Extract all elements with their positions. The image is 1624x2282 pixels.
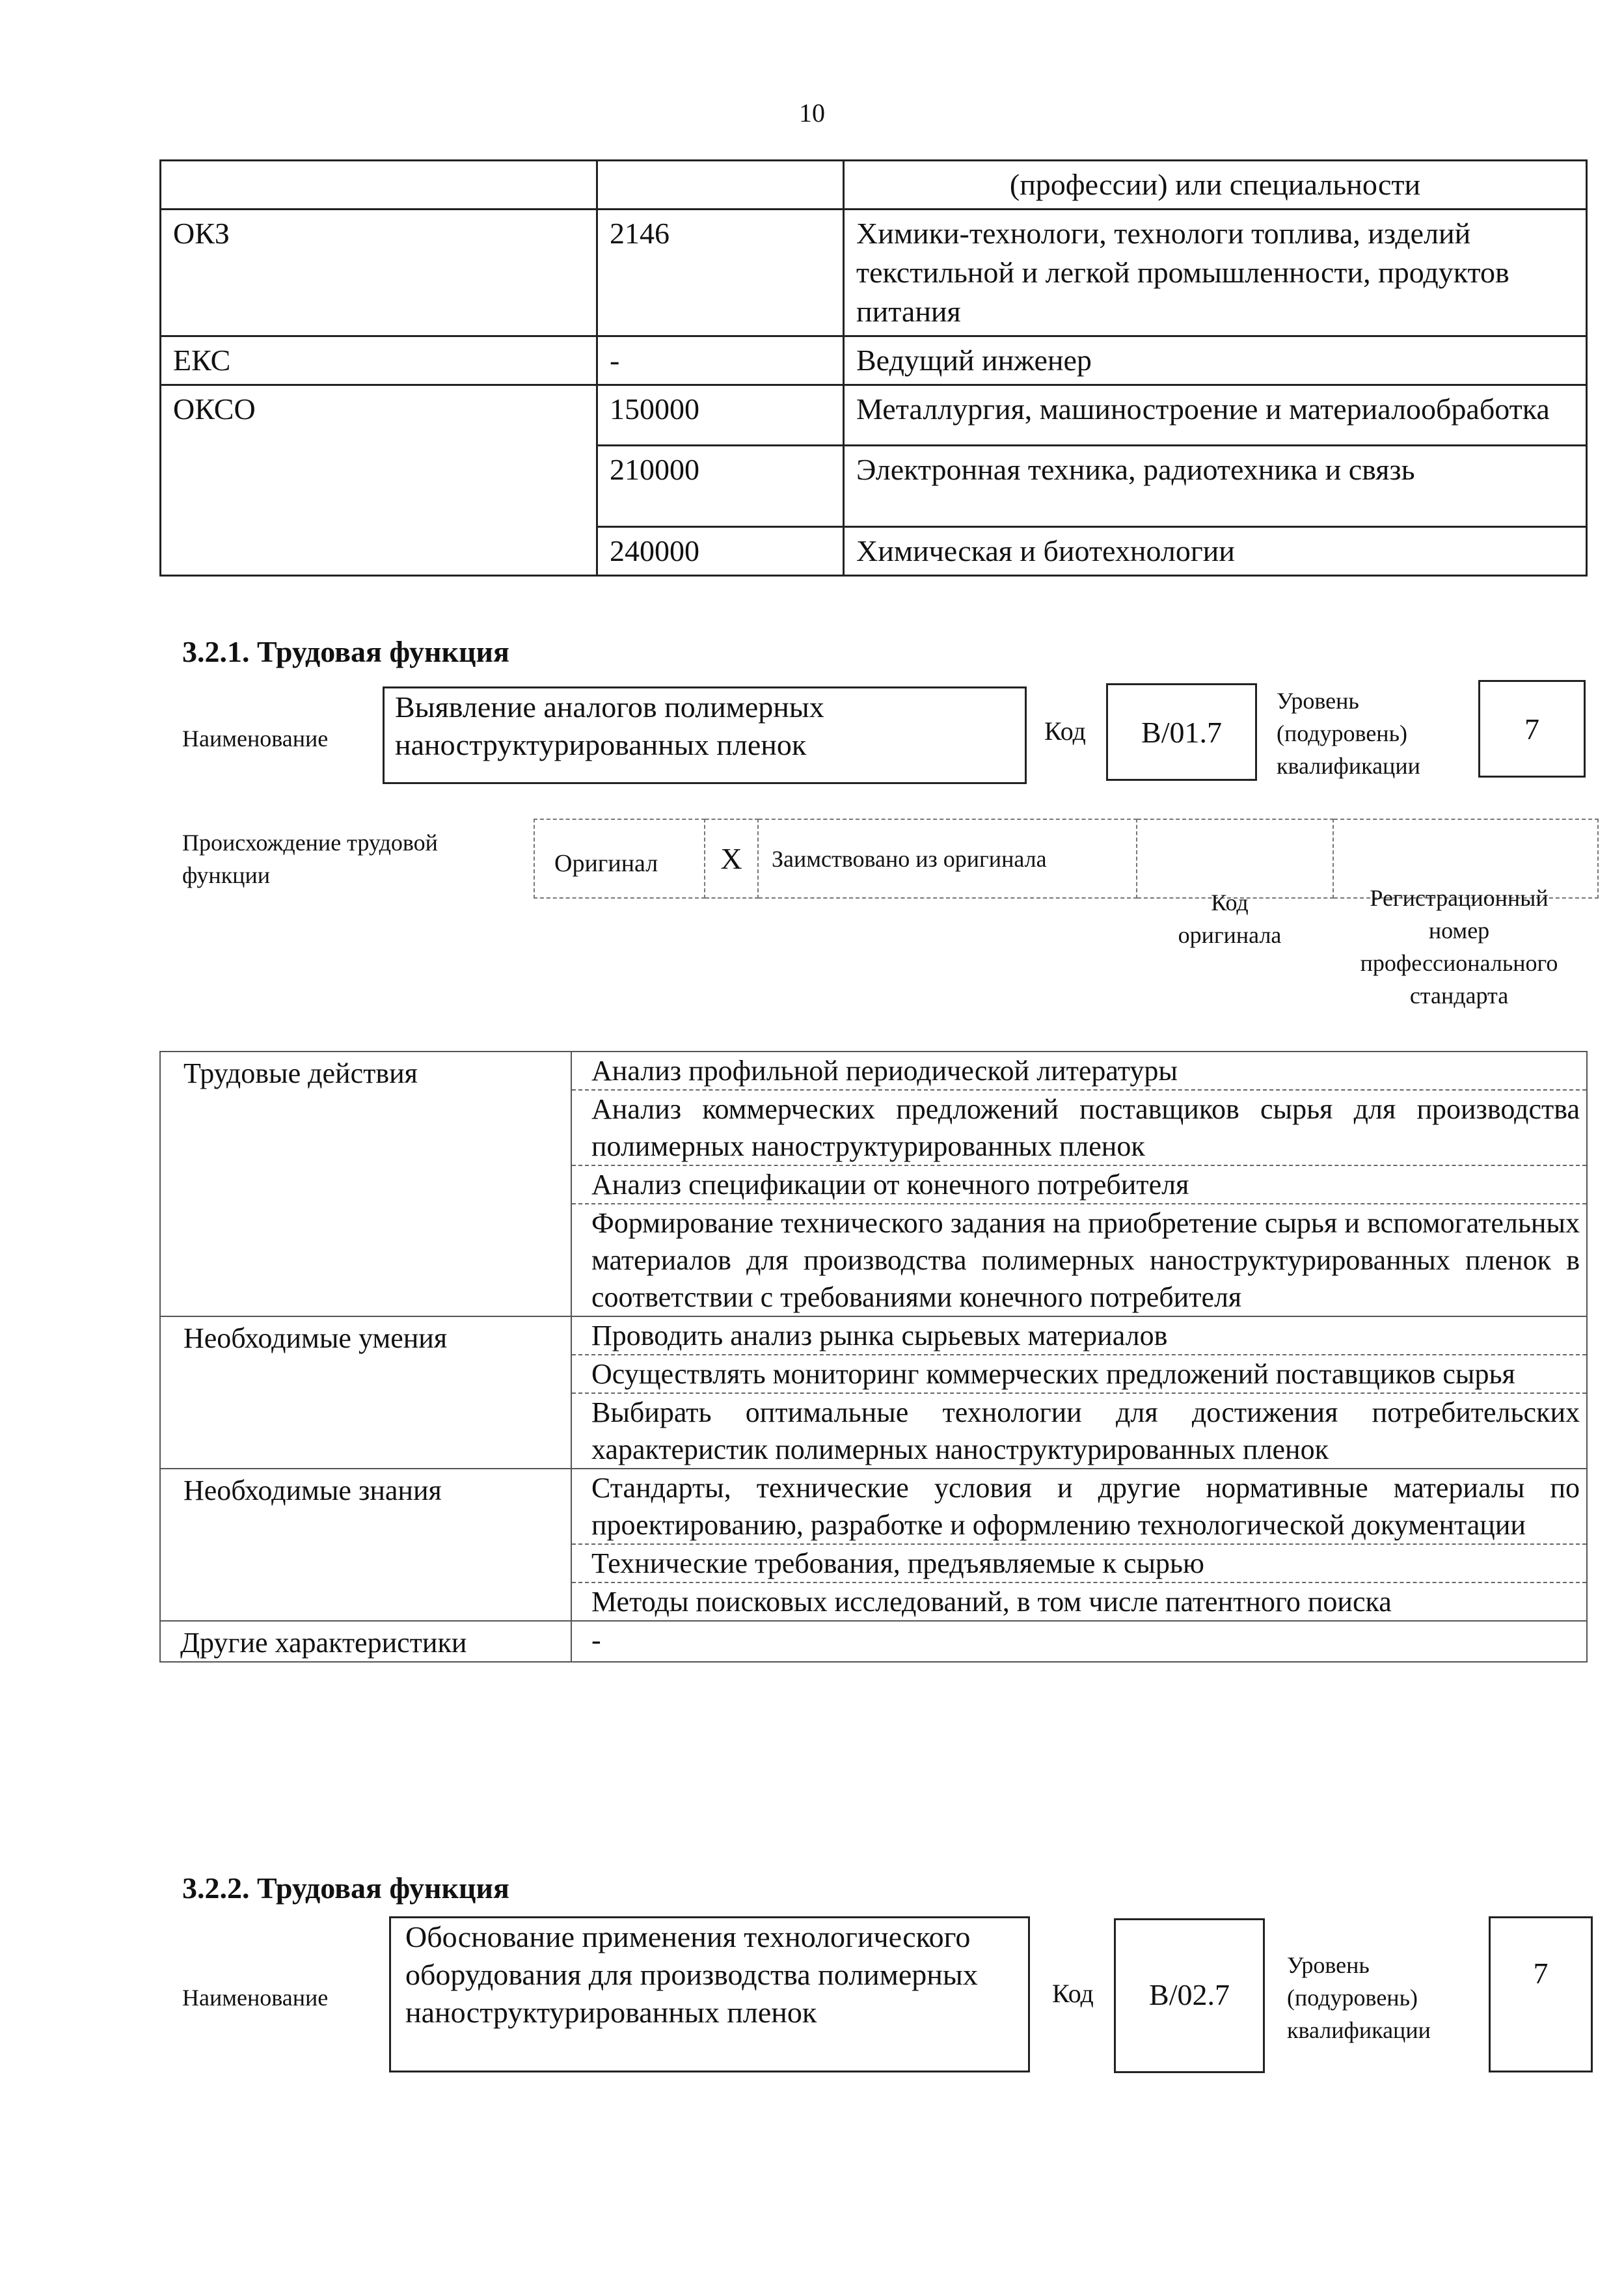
knowledge-label: Необходимые знания	[160, 1469, 571, 1621]
borrowed-label: Заимствовано из оригинала	[758, 819, 1137, 898]
skills-label: Необходимые умения	[160, 1316, 571, 1469]
table-cell: Ведущий инженер	[844, 336, 1587, 385]
table-cell: ОКСО	[161, 385, 597, 576]
table-cell: Электронная техника, радиотехника и связь	[844, 446, 1587, 527]
level-label-line: (подуровень)	[1287, 1985, 1418, 2011]
name-label: Наименование	[182, 726, 329, 752]
level-label	[1277, 685, 1420, 782]
table-row	[160, 1052, 1587, 1090]
origin-label	[182, 826, 438, 891]
function-name-value: Выявление аналогов полимерных наноструктурированных пленок	[395, 690, 824, 761]
table-row	[160, 1621, 1587, 1662]
caption-line: Код	[1211, 890, 1249, 916]
knowledge-item: Технические требования, предъявляемые к сырью	[571, 1544, 1587, 1582]
table-cell	[597, 161, 844, 210]
table-cell: 2146	[597, 210, 844, 336]
page-number: 10	[799, 98, 825, 128]
code-value: B/02.7	[1149, 1978, 1230, 2011]
action-item: Формирование технического задания на приобретение сырья и вспомогательных материалов для производства полимерных наноструктурированных пленок в соответствии с требованиями конечного потребителя	[571, 1204, 1587, 1316]
table-row	[160, 1469, 1587, 1544]
skill-item: Выбирать оптимальные технологии для достижения потребительских характеристик полимерных наноструктурированных пленок	[571, 1393, 1587, 1469]
table-cell: ЕКС	[161, 336, 597, 385]
code-value-box	[1106, 683, 1257, 781]
origin-option: Оригинал	[534, 819, 705, 898]
action-item: Анализ спецификации от конечного потребителя	[571, 1165, 1587, 1204]
function-name-value: Обоснование применения технологического оборудования для производства полимерных наноструктурированных пленок	[405, 1920, 978, 2029]
caption-line: оригинала	[1178, 922, 1282, 948]
origin-label-line: Происхождение трудовой	[182, 830, 438, 856]
table-cell: 210000	[597, 446, 844, 527]
table-row	[161, 210, 1587, 336]
labour-function-table	[159, 1051, 1588, 1663]
table-row	[161, 336, 1587, 385]
code-value-box	[1114, 1918, 1265, 2073]
table-cell	[161, 161, 597, 210]
skill-item: Проводить анализ рынка сырьевых материалов	[571, 1316, 1587, 1355]
table-cell: (профессии) или специальности	[844, 161, 1587, 210]
caption-line: профессионального	[1360, 950, 1558, 976]
action-item: Анализ профильной периодической литературы	[571, 1052, 1587, 1090]
table-cell: 240000	[597, 527, 844, 576]
level-value-box	[1489, 1916, 1593, 2072]
table-cell: Химики-технологи, технологи топлива, изделий текстильной и легкой промышленности, продуктов питания	[844, 210, 1587, 336]
level-label-line: (подуровень)	[1277, 720, 1407, 746]
other-characteristics-label: Другие характеристики	[160, 1621, 571, 1662]
caption-line: стандарта	[1409, 983, 1509, 1009]
table-cell: -	[597, 336, 844, 385]
original-code-caption	[1132, 886, 1327, 951]
section-title-321: 3.2.1. Трудовая функция	[182, 635, 509, 668]
origin-label-line: функции	[182, 862, 270, 888]
registration-number-caption	[1327, 882, 1591, 1012]
level-label-line: квалификации	[1287, 2017, 1431, 2043]
level-label-line: квалификации	[1277, 753, 1420, 779]
level-value: 7	[1533, 1957, 1549, 1990]
origin-mark: X	[705, 819, 758, 898]
action-item: Анализ коммерческих предложений поставщиков сырья для производства полимерных наноструктурированных пленок	[571, 1090, 1587, 1165]
code-value: B/01.7	[1141, 716, 1222, 749]
table-row	[161, 385, 1587, 446]
skill-item: Осуществлять мониторинг коммерческих предложений поставщиков сырья	[571, 1355, 1587, 1393]
level-value: 7	[1524, 713, 1539, 746]
other-characteristics-value: -	[571, 1621, 1587, 1662]
table-cell: 150000	[597, 385, 844, 446]
caption-line: номер	[1428, 917, 1490, 944]
classification-table	[159, 159, 1588, 577]
knowledge-item: Стандарты, технические условия и другие нормативные материалы по проектированию, разработке и оформлению технологической документации	[571, 1469, 1587, 1544]
function-name-box	[389, 1916, 1030, 2072]
table-cell: ОКЗ	[161, 210, 597, 336]
function-name-box	[383, 686, 1027, 784]
actions-label: Трудовые действия	[160, 1052, 571, 1316]
code-label: Код	[1052, 1979, 1094, 2008]
table-row	[160, 1316, 1587, 1355]
level-label-line: Уровень	[1287, 1952, 1370, 1978]
name-label: Наименование	[182, 1985, 329, 2011]
caption-line: Регистрационный	[1370, 885, 1549, 911]
level-label-line: Уровень	[1277, 688, 1359, 714]
table-cell: Металлургия, машиностроение и материалообработка	[844, 385, 1587, 446]
code-label: Код	[1044, 716, 1086, 746]
table-row	[161, 161, 1587, 210]
level-label	[1287, 1949, 1431, 2046]
section-title-322: 3.2.2. Трудовая функция	[182, 1871, 509, 1905]
knowledge-item: Методы поисковых исследований, в том числе патентного поиска	[571, 1582, 1587, 1621]
table-cell: Химическая и биотехнологии	[844, 527, 1587, 576]
level-value-box	[1478, 680, 1586, 778]
